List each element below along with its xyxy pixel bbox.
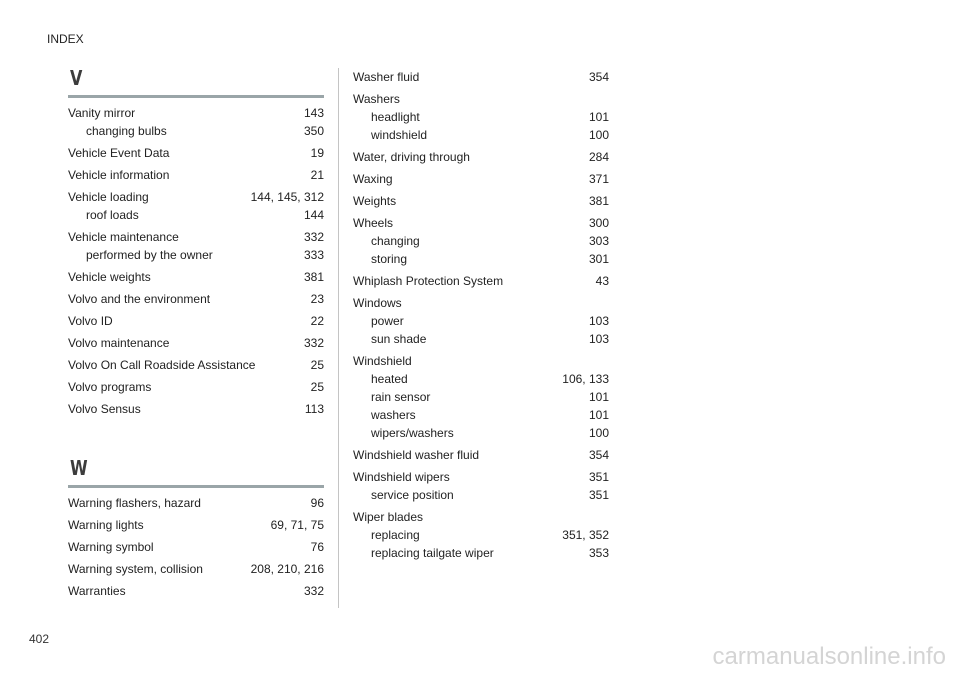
index-term: Vehicle information [68,168,170,182]
page-reference[interactable]: 144 [303,208,324,222]
index-entry-row [68,356,324,374]
index-entry [353,468,609,504]
index-term: Windshield [353,354,412,368]
index-entry [353,352,609,442]
index-term: Wiper blades [353,510,424,524]
page-reference[interactable]: 23 [310,292,324,306]
page-reference[interactable]: 101 [588,110,609,124]
index-term: Volvo Sensus [68,402,141,416]
page-reference[interactable]: 143 [303,106,324,120]
index-entry [68,104,324,140]
page-reference[interactable]: 69, 71, 75 [270,518,324,532]
index-term: Volvo and the environment [68,292,211,306]
page-reference[interactable]: 100 [588,128,609,142]
index-subterm: service position [371,488,454,502]
index-term: Warranties [68,584,126,598]
index-subterm: heated [371,372,408,386]
index-subterm: storing [371,252,408,266]
section-letter-v: V [70,66,83,90]
index-subterm: wipers/washers [371,426,454,440]
index-subentry-row [353,526,609,544]
index-entry [353,170,609,188]
index-term: Warning system, collision [68,562,203,576]
index-entry [353,68,609,86]
index-entry [68,560,324,578]
index-subterm: windshield [371,128,428,142]
index-subterm: replacing tailgate wiper [371,546,494,560]
index-term: Vehicle maintenance [68,230,179,244]
section-rule [68,95,324,98]
page-reference[interactable]: 106, 133 [562,372,609,386]
index-term: Vehicle loading [68,190,149,204]
index-entry-row [353,508,609,526]
index-term: Windshield wipers [353,470,450,484]
index-column-left [68,66,324,604]
page-reference[interactable]: 76 [310,540,324,554]
index-entry-row [68,494,324,512]
index-term: Warning lights [68,518,144,532]
index-term: Volvo programs [68,380,152,394]
index-entry [353,90,609,144]
index-term: Vehicle Event Data [68,146,170,160]
index-entry-row [353,468,609,486]
index-entry [68,188,324,224]
index-entry [68,268,324,286]
page-reference[interactable]: 332 [303,336,324,350]
page-reference[interactable]: 381 [588,194,609,208]
index-entry [68,166,324,184]
column-divider [338,68,339,608]
index-subentry-row [68,122,324,140]
page-reference[interactable]: 300 [588,216,609,230]
page-reference[interactable]: 113 [304,402,324,416]
index-entry-row [68,228,324,246]
index-subterm: changing bulbs [86,124,167,138]
index-entry [68,538,324,556]
page-reference[interactable]: 371 [588,172,609,186]
index-entry-row [353,68,609,86]
section-letter-w: W [70,456,88,480]
index-subentry-row [353,388,609,406]
index-subentry-row [353,232,609,250]
index-entry [68,400,324,418]
index-term: Volvo maintenance [68,336,170,350]
page-reference[interactable]: 100 [588,426,609,440]
index-subterm: power [371,314,404,328]
page-reference[interactable]: 381 [303,270,324,284]
index-subentry-row [353,108,609,126]
page-reference[interactable]: 301 [588,252,609,266]
index-subentry-row [353,330,609,348]
index-entry [353,214,609,268]
index-entry-row [353,170,609,188]
index-subentry-row [353,486,609,504]
index-subentry-row [68,206,324,224]
index-subterm: replacing [371,528,420,542]
page-reference[interactable]: 354 [588,70,609,84]
page-reference[interactable]: 351, 352 [562,528,609,542]
index-term: Windows [353,296,402,310]
page-reference[interactable]: 144, 145, 312 [250,190,324,204]
section-spacer [68,422,324,456]
index-entry [68,516,324,534]
index-entry-row [68,104,324,122]
index-entry-row [68,312,324,330]
index-subterm: changing [371,234,420,248]
index-entry-row [68,560,324,578]
page-reference[interactable]: 103 [588,332,609,346]
index-entry-row [353,352,609,370]
index-entry-row [68,290,324,308]
page-reference[interactable]: 103 [588,314,609,328]
index-term: Washers [353,92,400,106]
page-reference[interactable]: 101 [588,390,609,404]
page-reference[interactable]: 208, 210, 216 [250,562,324,576]
index-subterm: sun shade [371,332,427,346]
index-term: Waxing [353,172,393,186]
page-reference[interactable]: 351 [588,488,609,502]
page-reference[interactable]: 353 [588,546,609,560]
index-subentry-row [353,250,609,268]
index-term: Warning symbol [68,540,154,554]
index-entry [68,334,324,352]
page-reference[interactable]: 19 [310,146,324,160]
index-entry-row [353,192,609,210]
page-reference[interactable]: 25 [310,380,324,394]
page-reference[interactable]: 351 [588,470,609,484]
page-reference[interactable]: 96 [310,496,324,510]
index-subentry-row [353,406,609,424]
index-entry [353,148,609,166]
index-subentry-row [353,126,609,144]
index-column-right [353,68,609,566]
index-term: Wheels [353,216,394,230]
index-subterm: roof loads [86,208,139,222]
page-reference[interactable]: 284 [588,150,609,164]
index-entry [353,272,609,290]
index-entry-row [353,90,609,108]
page-reference[interactable]: 101 [588,408,609,422]
page-header: INDEX [47,32,84,46]
page-reference[interactable]: 332 [303,584,324,598]
index-subentry-row [353,370,609,388]
index-entry [68,312,324,330]
index-entry-row [68,582,324,600]
index-entry [68,144,324,162]
index-term: Volvo On Call Roadside Assistance [68,358,256,372]
index-entry-row [68,538,324,556]
page-reference[interactable]: 350 [303,124,324,138]
index-subentry-row [353,312,609,330]
index-entry-row [68,166,324,184]
index-entry-row [353,446,609,464]
index-term: Whiplash Protection System [353,274,504,288]
index-entry-row [353,272,609,290]
index-entry-row [68,334,324,352]
index-entry-row [68,516,324,534]
page-reference[interactable]: 332 [303,230,324,244]
index-term: Weights [353,194,397,208]
index-entry-row [68,268,324,286]
index-subterm: performed by the owner [86,248,213,262]
watermark: carmanualsonline.info [712,643,946,670]
index-entry-row [353,148,609,166]
index-entry [68,582,324,600]
section-rule [68,485,324,488]
index-entry [353,508,609,562]
index-entry-row [68,400,324,418]
index-term: Vanity mirror [68,106,136,120]
index-entry [68,494,324,512]
index-entry-row [68,188,324,206]
page-reference[interactable]: 43 [595,274,609,288]
index-term: Washer fluid [353,70,420,84]
index-entry [353,294,609,348]
page-reference[interactable]: 303 [588,234,609,248]
index-entry [68,356,324,374]
page-number: 402 [29,632,50,646]
index-term: Vehicle weights [68,270,151,284]
index-entry-row [353,294,609,312]
index-entry-row [353,214,609,232]
index-entry-row [68,144,324,162]
index-entry-row [68,378,324,396]
page-reference[interactable]: 21 [310,168,324,182]
page-reference[interactable]: 333 [303,248,324,262]
index-subterm: rain sensor [371,390,431,404]
index-entry [68,378,324,396]
index-term: Volvo ID [68,314,113,328]
index-subentry-row [353,544,609,562]
index-entry [353,192,609,210]
index-subterm: washers [371,408,416,422]
index-term: Warning flashers, hazard [68,496,201,510]
index-term: Water, driving through [353,150,470,164]
index-term: Windshield washer fluid [353,448,480,462]
index-entry [68,228,324,264]
index-entry [353,446,609,464]
index-subentry-row [68,246,324,264]
page-reference[interactable]: 22 [310,314,324,328]
index-subterm: headlight [371,110,420,124]
index-entry [68,290,324,308]
page-reference[interactable]: 25 [310,358,324,372]
page-reference[interactable]: 354 [588,448,609,462]
index-subentry-row [353,424,609,442]
